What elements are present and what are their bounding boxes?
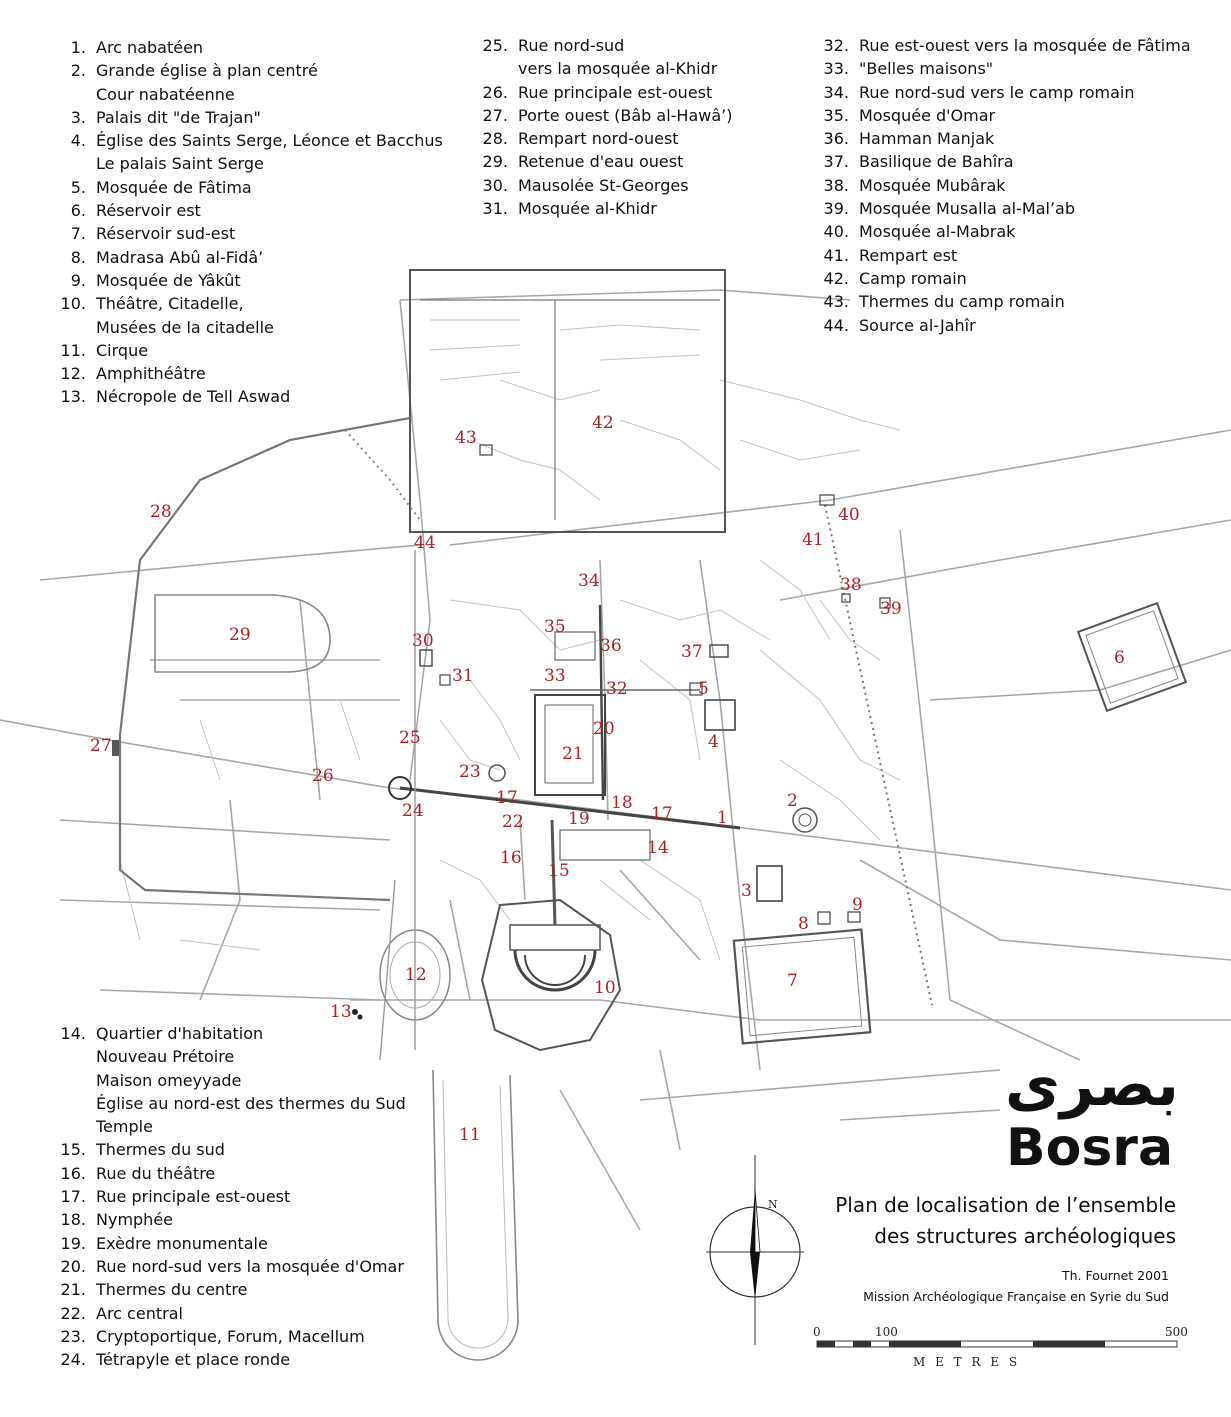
legend-label: Rempart est (859, 245, 958, 265)
legend-number: 29. (482, 152, 508, 172)
map-label: 35 (544, 617, 566, 637)
legend-item (811, 150, 1191, 173)
map-label: 33 (544, 666, 566, 686)
legend-label: Nécropole de Tell Aswad (96, 387, 291, 407)
cirque-track (443, 1080, 508, 1348)
legend-number: 27. (482, 105, 508, 125)
legend-item (811, 81, 1191, 104)
legend-number: 39. (823, 199, 849, 219)
legend-label: Église au nord-est des thermes du Sud (96, 1093, 406, 1113)
map-label: 2 (787, 791, 798, 811)
map-label: 6 (1114, 648, 1125, 668)
legend-label: Amphithéâtre (96, 364, 206, 384)
legend-item (48, 1185, 406, 1208)
legend-number: 14. (60, 1024, 86, 1043)
legend-label: Mausolée St-Georges (518, 175, 689, 195)
legend-item (48, 1022, 406, 1045)
legend-number: 28. (482, 129, 508, 149)
map-subtitle (835, 1190, 1176, 1252)
legend-number: 31. (482, 199, 508, 219)
legend-number: 41. (823, 245, 849, 265)
legend-label: Nymphée (96, 1210, 174, 1230)
map-label: 32 (606, 679, 628, 699)
legend-label: Nouveau Prétoire (96, 1047, 235, 1067)
legend-number: 6. (70, 201, 86, 221)
legend-item (48, 1302, 406, 1325)
legend-number: 23. (60, 1326, 86, 1346)
legend-number: 4. (70, 131, 86, 151)
map-label: 39 (880, 599, 902, 619)
map-label: 17 (496, 788, 518, 808)
legend-left-bottom (48, 1022, 406, 1371)
rampart-southwest (120, 735, 390, 900)
legend-item (48, 222, 443, 245)
legend-label: Rue principale est-ouest (96, 1187, 291, 1207)
legend-item (48, 1232, 406, 1255)
legend-item (48, 1208, 406, 1231)
legend-number: 36. (823, 129, 849, 149)
map-label: 9 (852, 895, 863, 915)
legend-number: 9. (70, 270, 86, 290)
legend-label: Camp romain (859, 268, 967, 288)
legend-item (811, 127, 1191, 150)
legend-label: Mosquée al-Khidr (518, 199, 657, 219)
map-label: 38 (840, 575, 862, 595)
map-label: 7 (787, 971, 798, 991)
legend-item (48, 106, 443, 129)
map-label: 18 (611, 793, 633, 813)
legend-label: Rue principale est-ouest (518, 82, 713, 102)
north-label: N (768, 1198, 778, 1211)
legend-item (48, 1045, 406, 1068)
legend-item (811, 104, 1191, 127)
credit-author: Th. Fournet 2001 (1061, 1268, 1169, 1283)
legend-number: 11. (60, 340, 86, 360)
legend-item (470, 34, 732, 57)
legend-label: Thermes du sud (96, 1140, 225, 1160)
legend-label: Source al-Jahîr (859, 315, 976, 335)
legend-item (48, 362, 443, 385)
legend-number: 18. (60, 1210, 86, 1230)
map-label: 14 (647, 838, 669, 858)
map-label: 44 (414, 533, 436, 553)
legend-item (48, 1138, 406, 1161)
map-label: 10 (594, 978, 616, 998)
legend-label: Rempart nord-ouest (518, 129, 679, 149)
legend-number: 42. (823, 268, 849, 288)
legend-number (48, 316, 96, 339)
legend-number: 44. (823, 315, 849, 335)
map-label: 25 (399, 728, 421, 748)
map-label: 40 (838, 505, 860, 525)
legend-label: Mosquée de Fâtima (96, 177, 252, 197)
legend-number (48, 1115, 96, 1138)
map-label: 16 (500, 848, 522, 868)
legend-item (811, 244, 1191, 267)
subtitle-line-2: des structures archéologiques (874, 1224, 1176, 1248)
map-label: 8 (798, 914, 809, 934)
legend-label: Cryptoportique, Forum, Macellum (96, 1326, 365, 1346)
legend-label: Réservoir sud-est (96, 224, 236, 244)
legend-right (811, 34, 1191, 337)
legend-left-top (48, 36, 443, 409)
legend-middle (470, 34, 732, 220)
legend-item (48, 1162, 406, 1185)
legend-label: vers la mosquée al-Khidr (518, 59, 718, 79)
map-label: 37 (681, 642, 703, 662)
legend-item (48, 129, 443, 152)
legend-label: Cirque (96, 340, 149, 360)
scale-bar (813, 1325, 1188, 1369)
scale-unit: M E T R E S (913, 1355, 1021, 1369)
legend-number: 22. (60, 1303, 86, 1323)
central-monuments (112, 445, 890, 1060)
legend-item (48, 1115, 406, 1138)
legend-item (811, 220, 1191, 243)
map-label: 12 (405, 965, 427, 985)
legend-number: 37. (823, 152, 849, 172)
map-label: 23 (459, 762, 481, 782)
legend-item (48, 199, 443, 222)
legend-item (811, 34, 1191, 57)
legend-item (48, 59, 443, 82)
legend-item (470, 197, 732, 220)
legend-item (811, 57, 1191, 80)
legend-item (48, 385, 443, 408)
reservoir-east (1078, 603, 1186, 711)
legend-item (48, 316, 443, 339)
map-label: 28 (150, 502, 172, 522)
legend-label: Grande église à plan centré (96, 61, 318, 81)
legend-label: Le palais Saint Serge (96, 154, 264, 174)
aqueduct-line (345, 430, 420, 520)
credit-block (863, 1265, 1169, 1307)
map-label: 15 (548, 861, 570, 881)
legend-item (48, 1069, 406, 1092)
map-label: 41 (802, 530, 824, 550)
map-label: 42 (592, 413, 614, 433)
roman-camp-enclosure (410, 270, 725, 532)
legend-item (470, 127, 732, 150)
legend-number: 5. (70, 177, 86, 197)
legend-label: Rue nord-sud vers la mosquée d'Omar (96, 1256, 404, 1276)
legend-label: Thermes du centre (96, 1280, 248, 1300)
subtitle-line-1: Plan de localisation de l’ensemble (835, 1193, 1176, 1217)
map-label: 20 (593, 719, 615, 739)
map-label: 31 (452, 666, 474, 686)
legend-number: 24. (60, 1350, 86, 1370)
legend-number: 1. (70, 38, 86, 57)
legend-number: 17. (60, 1187, 86, 1207)
legend-label: Rue nord-sud vers le camp romain (859, 82, 1135, 102)
north-arrow (706, 1155, 804, 1345)
scale-tick-0: 0 (813, 1325, 821, 1339)
legend-item (811, 314, 1191, 337)
legend-number (48, 1069, 96, 1092)
map-label: 29 (229, 625, 251, 645)
map-label: 13 (330, 1002, 352, 1022)
legend-item (811, 197, 1191, 220)
legend-number: 10. (60, 294, 86, 314)
legend-item (470, 104, 732, 127)
legend-item (470, 150, 732, 173)
legend-label: Cour nabatéenne (96, 84, 235, 104)
legend-number: 2. (70, 61, 86, 81)
legend-label: Exèdre monumentale (96, 1233, 268, 1253)
legend-label: Mosquée de Yâkût (96, 270, 241, 290)
map-label: 22 (502, 812, 524, 832)
legend-number: 25. (482, 36, 508, 55)
legend-label: Rue du théâtre (96, 1163, 216, 1183)
legend-label: Basilique de Bahîra (859, 152, 1014, 172)
legend-number: 26. (482, 82, 508, 102)
legend-number: 21. (60, 1280, 86, 1300)
legend-item (48, 176, 443, 199)
legend-label: Musées de la citadelle (96, 317, 274, 337)
legend-number: 20. (60, 1256, 86, 1276)
map-label: 24 (402, 801, 424, 821)
legend-item (48, 269, 443, 292)
legend-number (48, 83, 96, 106)
legend-label: Madrasa Abû al-Fidâ’ (96, 247, 264, 267)
map-label: 30 (412, 631, 434, 651)
legend-label: Quartier d'habitation (96, 1024, 264, 1043)
map-label: 43 (455, 428, 477, 448)
legend-item (48, 1278, 406, 1301)
legend-label: Mosquée Musalla al-Mal’ab (859, 199, 1075, 219)
legend-number: 33. (823, 59, 849, 79)
legend-item (48, 1092, 406, 1115)
legend-number: 15. (60, 1140, 86, 1160)
legend-item (48, 1348, 406, 1371)
legend-label: Mosquée d'Omar (859, 105, 996, 125)
legend-label: Mosquée Mubârak (859, 175, 1006, 195)
legend-label: Hamman Manjak (859, 129, 995, 149)
map-label: 11 (459, 1125, 481, 1145)
map-label: 3 (741, 881, 752, 901)
legend-item (811, 174, 1191, 197)
legend-number: 8. (70, 247, 86, 267)
legend-label: Tétrapyle et place ronde (96, 1350, 291, 1370)
map-label: 21 (562, 744, 584, 764)
legend-label: Arc central (96, 1303, 183, 1323)
legend-label: Maison omeyyade (96, 1070, 242, 1090)
legend-number (48, 1045, 96, 1068)
legend-item (48, 1255, 406, 1278)
map-label: 17 (651, 804, 673, 824)
legend-item (48, 152, 443, 175)
legend-label: Arc nabatéen (96, 38, 204, 57)
legend-number: 12. (60, 364, 86, 384)
legend-number: 7. (70, 224, 86, 244)
map-label: 34 (578, 571, 600, 591)
legend-number (48, 152, 96, 175)
scale-tick-500: 500 (1165, 1325, 1188, 1339)
legend-label: Retenue d'eau ouest (518, 152, 684, 172)
legend-label: Temple (96, 1117, 153, 1137)
map-label: 5 (698, 679, 709, 699)
legend-number: 40. (823, 222, 849, 242)
legend-number: 35. (823, 105, 849, 125)
legend-item (470, 57, 732, 80)
legend-item (811, 267, 1191, 290)
legend-item (48, 36, 443, 59)
legend-number: 43. (823, 292, 849, 312)
map-title: Bosra (1006, 1118, 1174, 1178)
legend-label: Rue nord-sud (518, 36, 625, 55)
legend-label: Thermes du camp romain (859, 292, 1065, 312)
legend-number: 38. (823, 175, 849, 195)
scale-tick-100: 100 (875, 1325, 898, 1339)
legend-item (470, 174, 732, 197)
legend-label: "Belles maisons" (859, 59, 994, 79)
legend-item (48, 1325, 406, 1348)
map-label: 27 (90, 736, 112, 756)
legend-number: 30. (482, 175, 508, 195)
legend-label: Église des Saints Serge, Léonce et Bacchus (96, 131, 443, 151)
legend-number: 3. (70, 107, 86, 127)
map-label: 4 (708, 732, 719, 752)
legend-number (48, 1092, 96, 1115)
legend-label: Réservoir est (96, 201, 201, 221)
title-arabic: بصرى (1005, 1050, 1179, 1120)
legend-item (470, 81, 732, 104)
legend-item (48, 292, 443, 315)
legend-number (470, 57, 518, 80)
legend-item (811, 290, 1191, 313)
credit-mission: Mission Archéologique Française en Syrie du Sud (863, 1289, 1169, 1304)
legend-label: Rue est-ouest vers la mosquée de Fâtima (859, 36, 1191, 55)
legend-label: Mosquée al-Mabrak (859, 222, 1016, 242)
legend-number: 19. (60, 1233, 86, 1253)
legend-item (48, 339, 443, 362)
map-label: 1 (717, 808, 728, 828)
legend-label: Porte ouest (Bâb al-Hawâ’) (518, 105, 733, 125)
legend-item (48, 83, 443, 106)
legend-number: 13. (60, 387, 86, 407)
map-label: 19 (568, 809, 590, 829)
legend-label: Théâtre, Citadelle, (96, 294, 244, 314)
legend-number: 34. (823, 82, 849, 102)
legend-item (48, 246, 443, 269)
legend-number: 32. (823, 36, 849, 55)
map-label: 36 (600, 636, 622, 656)
legend-number: 16. (60, 1163, 86, 1183)
map-label: 26 (312, 766, 334, 786)
legend-label: Palais dit "de Trajan" (96, 107, 261, 127)
rampart-northwest (120, 418, 410, 735)
